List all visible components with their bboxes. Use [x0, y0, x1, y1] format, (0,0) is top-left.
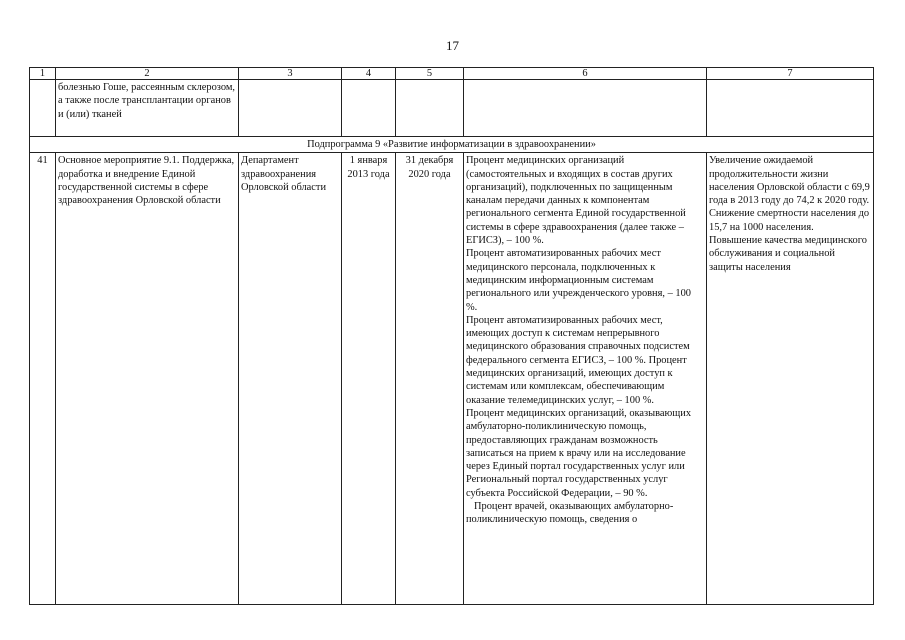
header-cell: 4 — [342, 68, 396, 80]
start-date: 1 января 2013 года — [342, 153, 396, 605]
continuation-text: болезнью Гоше, рассеянным склерозом, а также после трансплантации органов и (или) тканей — [56, 80, 239, 137]
table-row-41 — [30, 153, 874, 605]
subprogram-title: Подпрограмма 9 «Развитие информатизации в здравоохранении» — [30, 137, 874, 153]
table-cell — [342, 80, 396, 137]
measure-text: Основное мероприятие 9.1. Поддержка, доработка и внедрение Единой государственной системы в сфере здравоохранения Орловской области — [56, 153, 239, 605]
header-cell: 3 — [239, 68, 342, 80]
page-number: 17 — [446, 38, 459, 53]
indicator-text: Процент автоматизированных рабочих мест медицинского персонала, подключенных к медицинским информационным системам регионального или учрежденческого уровня, – 100 %. — [466, 248, 691, 313]
header-cell: 7 — [707, 68, 874, 80]
indicator-text: Процент врачей, оказывающих амбулаторно-поликлиническую помощь, сведения о — [466, 501, 674, 526]
end-date: 31 декабря 2020 года — [396, 153, 464, 605]
indicators-cell — [464, 153, 707, 605]
table-cell — [707, 80, 874, 137]
subprogram-row — [30, 137, 874, 153]
table-cell — [396, 80, 464, 137]
indicator-text: Процент медицинских организаций, оказывающих амбулаторно-поликлиническую помощь, предоставляющих гражданам возможность записаться на прием к врачу или на исследование через Единый портал государственных услуг или Региональный портал государственных услуг субъекта Российской Федерации, – 90 %. — [466, 407, 692, 499]
table-cell — [30, 80, 56, 137]
indicator-text: Процент медицинских организаций (самостоятельных и входящих в состав других организаций), подключенных по защищенным каналам передачи данных к компонентам регионального сегмента Единой государственной системы в сфере здравоохранения (далее также – ЕГИСЗ), – 100 %. — [466, 155, 686, 247]
continuation-row — [30, 80, 874, 137]
table-cell — [464, 80, 707, 137]
result-text: Снижение смертности населения до 15,7 на 1000 населения. — [709, 208, 870, 233]
header-cell: 1 — [30, 68, 56, 80]
program-table — [29, 67, 874, 605]
executor-text: Департамент здравоохранения Орловской области — [239, 153, 342, 605]
result-text: Увеличение ожидаемой продолжительности жизни населения Орловской области с 69,9 года в 2013 году до 74,2 к 2020 году. — [709, 155, 870, 207]
header-cell: 5 — [396, 68, 464, 80]
header-cell: 6 — [464, 68, 707, 80]
results-cell — [707, 153, 874, 605]
indicator-text: Процент автоматизированных рабочих мест, имеющих доступ к системам непрерывного медицинского образования справочных подсистем федерального сегмента ЕГИСЗ, – 100 %. Процент медицинских организаций, имеющих доступ к системам или комплексам, обеспечивающим оказание телемедицинских услуг, – 100 %. — [466, 314, 690, 406]
header-cell: 2 — [56, 68, 239, 80]
header-row — [30, 68, 874, 80]
table-cell — [239, 80, 342, 137]
row-number: 41 — [30, 153, 56, 605]
result-text: Повышение качества медицинского обслуживания и социальной защиты населения — [709, 235, 867, 273]
